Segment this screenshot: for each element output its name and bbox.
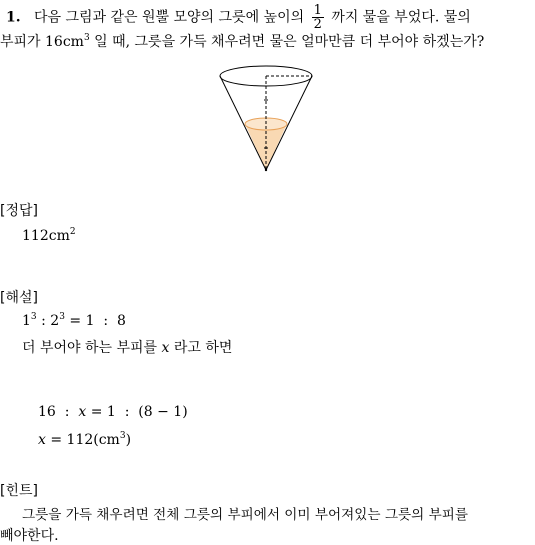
ratio-base-b: 2: [50, 313, 60, 329]
ratio-separator: :: [36, 313, 51, 329]
answer-value: [22, 228, 76, 244]
explanation-text-a: 더 부어야 하는 부피를: [22, 340, 162, 356]
cube-superscript: 3: [83, 33, 90, 43]
ratio-exp-a: 3: [30, 312, 37, 322]
equation-1-right: = 1 : (8 − 1): [86, 404, 188, 420]
explanation-text-b: 라고 하면: [169, 340, 233, 356]
problem-text-1b: 까지 물을 부었다. 물의: [331, 9, 471, 26]
equation-2-close: ): [125, 432, 132, 448]
fraction-numerator: 1: [313, 3, 322, 18]
problem-text-1a: 다음 그림과 같은 원뿔 모양의 그릇에 높이의: [33, 9, 305, 26]
problem-line-1: [6, 4, 471, 31]
equation-1-variable: x: [78, 404, 87, 420]
equation-1-left: 16 :: [38, 404, 79, 420]
explanation-line-2: [22, 337, 232, 357]
answer-superscript: 2: [69, 227, 76, 237]
cone-figure: [214, 62, 316, 176]
problem-line-2: [0, 32, 484, 52]
hint-header: [힌트]: [0, 483, 38, 499]
ratio-line: [22, 313, 126, 329]
half-fraction: [312, 4, 324, 31]
apex-point: [265, 169, 267, 171]
variable-x: x: [161, 340, 170, 356]
answer-number: 112cm: [22, 228, 70, 244]
problem-text-2b: 일 때, 그릇을 가득 채우려면 물은 얼마만큼 더 부어야 하겠는가?: [89, 34, 485, 50]
problem-text-2a: 부피가 16cm: [0, 34, 84, 50]
equation-2-value: = 112(cm: [45, 432, 120, 448]
ratio-exp-b: 3: [59, 312, 65, 322]
ratio-base-a: 1: [22, 313, 31, 329]
ratio-result: = 1 : 8: [64, 313, 126, 329]
answer-header: [정답]: [0, 203, 38, 219]
equation-2-superscript: 3: [119, 431, 126, 441]
hint-line-1: 그릇을 가득 채우려면 전체 그릇의 부피에서 이미 부어져있는 그릇의 부피를: [22, 507, 468, 523]
equation-2: [38, 432, 131, 448]
hint-line-2: 빼야한다.: [0, 528, 59, 544]
problem-number: 1.: [6, 9, 21, 26]
equation-2-variable: x: [38, 432, 46, 448]
fraction-denominator: 2: [313, 17, 322, 32]
explanation-header: [해설]: [0, 290, 38, 306]
equation-1: [38, 404, 188, 420]
